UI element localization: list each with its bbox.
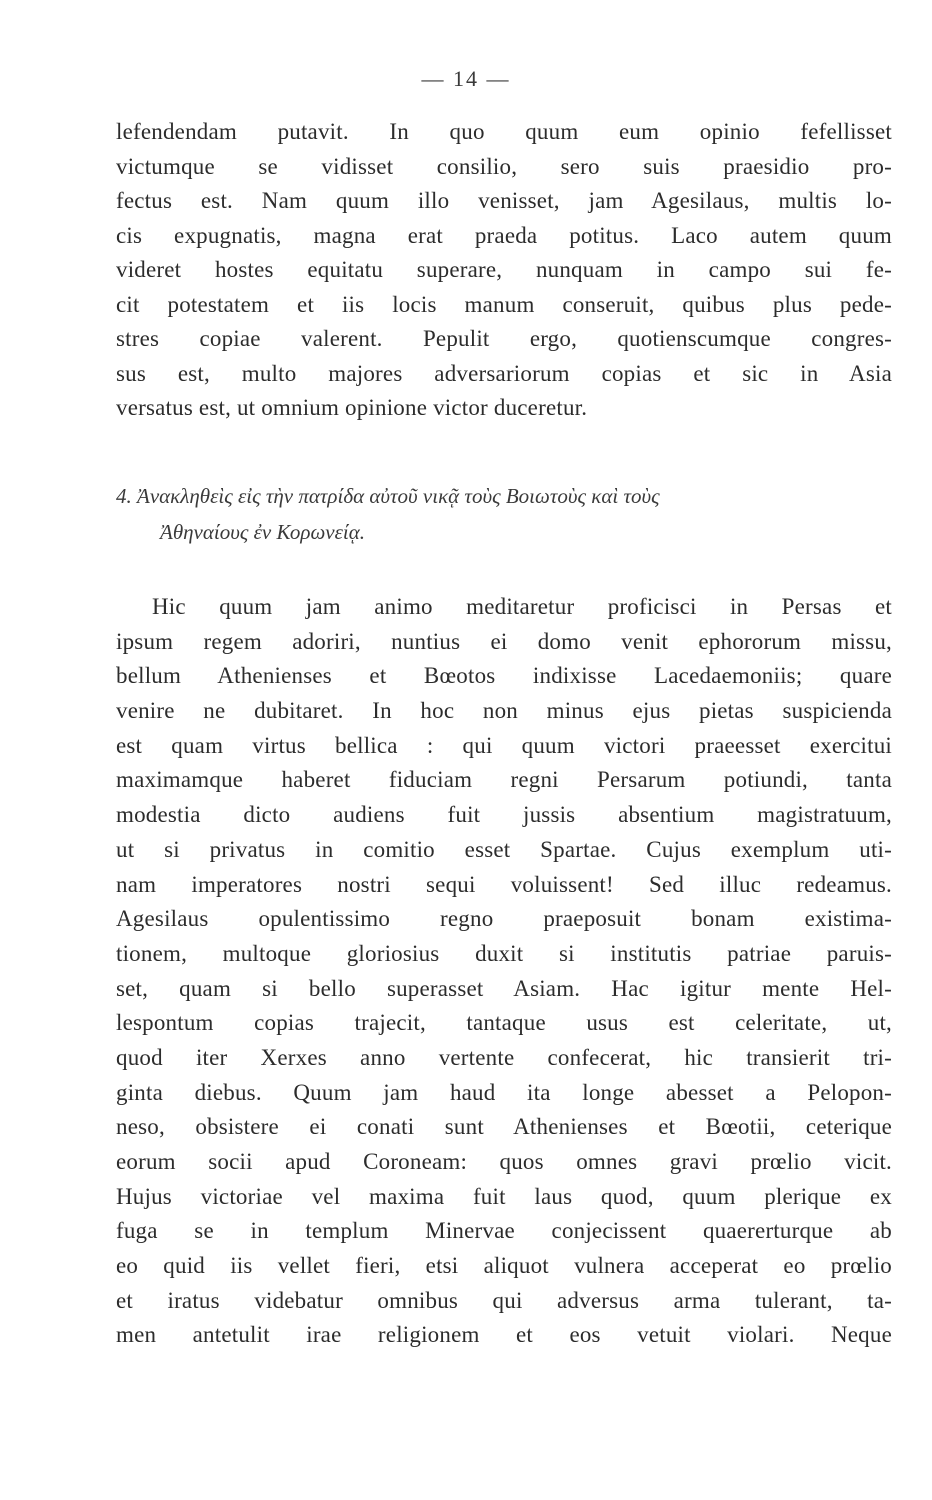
text-line: fuga se in templum Minervae conjecissent quaererturque ab <box>116 1218 892 1244</box>
section-heading <box>116 478 892 550</box>
paragraph-2 <box>116 590 892 1353</box>
text-line: stres copiae valerent. Pepulit ergo, quotienscumque congres- <box>116 326 892 351</box>
text-line: men antetulit irae religionem et eos vetuit violari. Neque <box>116 1322 892 1348</box>
text-line: cit potestatem et iis locis manum conseruit, quibus plus pede- <box>116 291 892 317</box>
text-line: ipsum regem adoriri, nuntius ei domo venit ephororum missu, <box>116 628 892 654</box>
text-line: versatus est, ut omnium opinione victor duceretur. <box>116 395 588 420</box>
text-line: Agesilaus opulentissimo regno praeposuit bonam existima- <box>116 906 892 932</box>
text-line: cis expugnatis, magna erat praeda potitus. Laco autem quum <box>116 222 892 248</box>
heading-line: Ἀθηναίους ἐν Κορωνείᾳ. <box>160 520 366 544</box>
heading-line: 4. Ἀνακληθεὶς εἰς τὴν πατρίδα αὐτοῦ νικᾷ τοὺς Βοιωτοὺς καὶ τοὺς <box>116 484 660 508</box>
text-line: ginta diebus. Quum jam haud ita longe abesset a Pelopon- <box>116 1079 892 1105</box>
text-line: eo quid iis vellet fieri, etsi aliquot vulnera acceperat eo prœlio <box>116 1253 892 1279</box>
text-line: maximamque haberet fiduciam regni Persarum potiundi, tanta <box>116 767 892 793</box>
text-line: fectus est. Nam quum illo venisset, jam Agesilaus, multis lo- <box>116 188 892 213</box>
text-line: set, quam si bello superasset Asiam. Hac igitur mente Hel- <box>116 975 892 1001</box>
text-line: lespontum copias trajecit, tantaque usus est celeritate, ut, <box>116 1010 892 1036</box>
text-line: quod iter Xerxes anno vertente confecerat, hic transierit tri- <box>116 1044 892 1070</box>
paragraph-1 <box>116 115 892 426</box>
text-line: victumque se vidisset consilio, sero suis praesidio pro- <box>116 153 892 179</box>
text-line: ut si privatus in comitio esset Spartae. Cujus exemplum uti- <box>116 836 892 862</box>
text-line: eorum socii apud Coroneam: quos omnes gravi prœlio vicit. <box>116 1149 892 1174</box>
page-number: — 14 — <box>421 66 511 91</box>
text-line: nam imperatores nostri sequi voluissent! Sed illuc redeamus. <box>116 871 892 897</box>
text-line: sus est, multo majores adversariorum copias et sic in Asia <box>116 360 892 386</box>
text-line: tionem, multoque gloriosius duxit si institutis patriae paruis- <box>116 940 892 966</box>
text-line: Hic quum jam animo meditaretur proficisci in Persas et <box>152 594 892 619</box>
text-line: et iratus videbatur omnibus qui adversus arma tulerant, ta- <box>116 1287 892 1313</box>
text-line: venire ne dubitaret. In hoc non minus ejus pietas suspicienda <box>116 698 892 724</box>
text-line: lefendendam putavit. In quo quum eum opinio fefellisset <box>116 119 892 144</box>
text-line: neso, obsistere ei conati sunt Athenienses et Bœotii, ceterique <box>116 1114 892 1140</box>
text-line: est quam virtus bellica : qui quum victori praeesset exercitui <box>116 732 892 758</box>
text-line: videret hostes equitatu superare, nunquam in campo sui fe- <box>116 257 892 282</box>
text-line: Hujus victoriae vel maxima fuit laus quod, quum plerique ex <box>116 1183 892 1209</box>
text-line: bellum Athenienses et Bœotos indixisse Lacedaemoniis; quare <box>116 663 892 689</box>
text-line: modestia dicto audiens fuit jussis absentium magistratuum, <box>116 802 892 828</box>
